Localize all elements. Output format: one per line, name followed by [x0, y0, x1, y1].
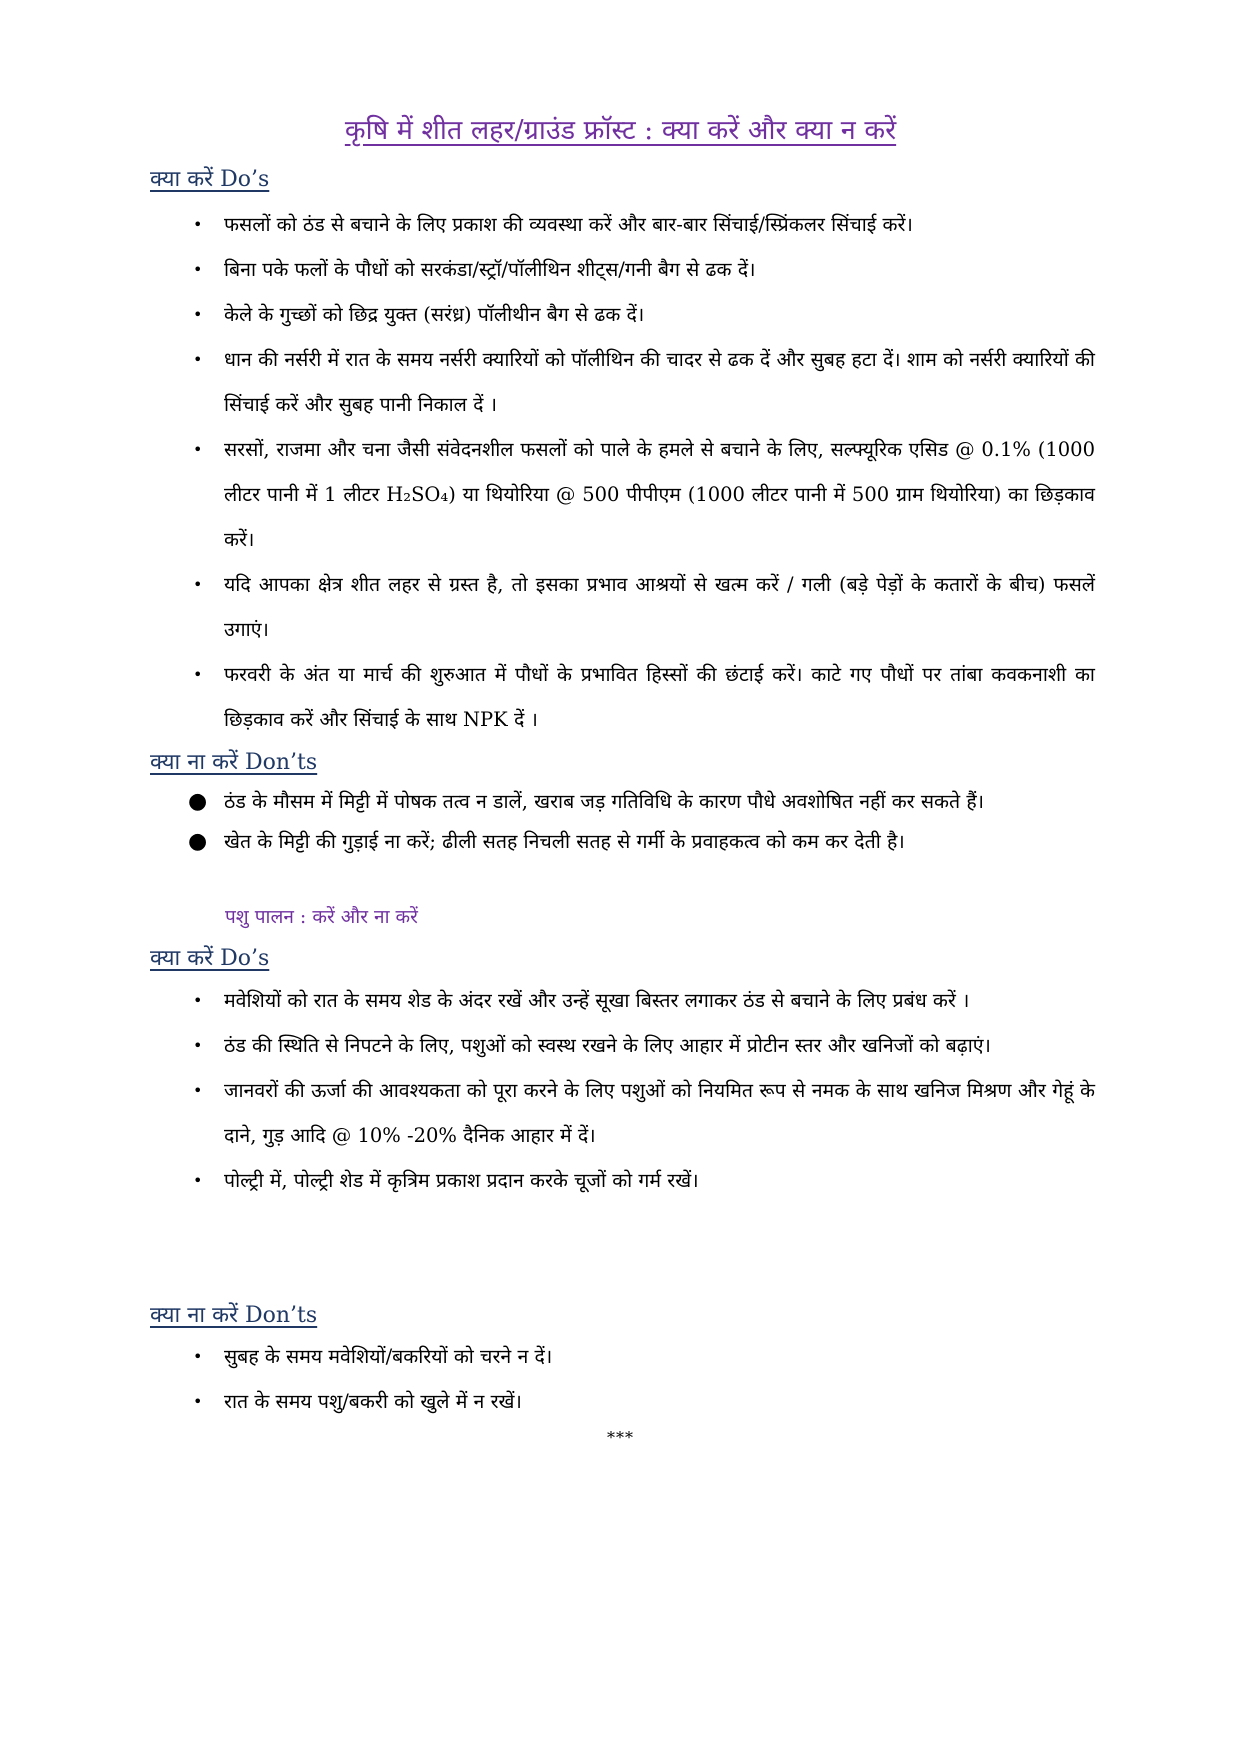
list-item: ● खेत के मिट्टी की गुड़ाई ना करें; ढीली सतह निचली सतह से गर्मी के प्रवाहकत्व को कम कर देती है। — [0, 822, 1241, 862]
list-item: • मवेशियों को रात के समय शेड के अंदर रखें और उन्हें सूखा बिस्तर लगाकर ठंड से बचाने के लिए प्रबंध करें । — [0, 978, 1241, 1023]
bullet-icon: • — [193, 260, 203, 279]
list-item: • पोल्ट्री में, पोल्ट्री शेड में कृत्रिम प्रकाश प्रदान करके चूजों को गर्म रखें। — [0, 1158, 1241, 1203]
page-title: कृषि में शीत लहर/ग्राउंड फ्रॉस्ट : क्या करें और क्या न करें — [344, 115, 897, 146]
bullet-icon: • — [193, 1081, 203, 1100]
list-item: • यदि आपका क्षेत्र शीत लहर से ग्रस्त है, तो इसका प्रभाव आश्रयों से खत्म करें / गली (बड़े पेड़ों के कतारों के बीच) फसलें उगाएं। — [0, 562, 1241, 652]
list-item: • बिना पके फलों के पौधों को सरकंडा/स्ट्रॉ/पॉलीथिन शीट्स/गनी बैग से ढक दें। — [0, 247, 1241, 292]
bullet-icon: ● — [188, 789, 208, 814]
bullet-icon: • — [193, 350, 203, 369]
list-item: • फसलों को ठंड से बचाने के लिए प्रकाश की व्यवस्था करें और बार-बार सिंचाई/स्प्रिंकलर सिंचाई करें। — [0, 202, 1241, 247]
list-item: • सरसों, राजमा और चना जैसी संवेदनशील फसलों को पाले के हमले से बचाने के लिए, सल्फ्यूरिक एसिड @ 0.1% (1000 लीटर पानी में 1 लीटर H₂SO₄) या थियोरिया @ 500 पीपीएम (1000 लीटर पानी में 500 ग्राम थियोरिया) का छिड़काव करें। — [0, 427, 1241, 562]
animal-donts-list — [0, 1334, 1241, 1424]
end-mark: *** — [607, 1428, 634, 1447]
list-item: • फरवरी के अंत या मार्च की शुरुआत में पौधों के प्रभावित हिस्सों की छंटाई करें। काटे गए पौधों पर तांबा कवकनाशी का छिड़काव करें और सिंचाई के साथ NPK दें । — [0, 652, 1241, 742]
bullet-icon: • — [193, 215, 203, 234]
animal-dos-heading: क्या करें Do’s — [150, 946, 270, 971]
list-item: • जानवरों की ऊर्जा की आवश्यकता को पूरा करने के लिए पशुओं को नियमित रूप से नमक के साथ खनिज मिश्रण और गेहूं के दाने, गुड़ आदि @ 10% -20% दैनिक आहार में दें। — [0, 1068, 1241, 1158]
animal-section-heading: पशु पालन : करें और ना करें — [225, 906, 418, 928]
agri-dos-heading: क्या करें Do’s — [150, 167, 270, 192]
bullet-icon: • — [193, 440, 203, 459]
bullet-icon: • — [193, 1347, 203, 1366]
list-item: • धान की नर्सरी में रात के समय नर्सरी क्यारियों को पॉलीथिन की चादर से ढक दें और सुबह हटा दें। शाम को नर्सरी क्यारियों की सिंचाई करें और सुबह पानी निकाल दें । — [0, 337, 1241, 427]
agri-donts-heading: क्या ना करें Don’ts — [150, 750, 318, 775]
list-item: • सुबह के समय मवेशियों/बकरियों को चरने न दें। — [0, 1334, 1241, 1379]
agri-donts-list — [0, 782, 1241, 862]
bullet-icon: • — [193, 1171, 203, 1190]
bullet-icon: • — [193, 305, 203, 324]
bullet-icon: • — [193, 1392, 203, 1411]
agri-dos-list — [0, 202, 1241, 742]
list-item: • केले के गुच्छों को छिद्र युक्त (सरंध्र) पॉलीथीन बैग से ढक दें। — [0, 292, 1241, 337]
animal-dos-list — [0, 978, 1241, 1203]
list-item: • रात के समय पशु/बकरी को खुले में न रखें। — [0, 1379, 1241, 1424]
list-item: • ठंड की स्थिति से निपटने के लिए, पशुओं को स्वस्थ रखने के लिए आहार में प्रोटीन स्तर और खनिजों को बढ़ाएं। — [0, 1023, 1241, 1068]
bullet-icon: • — [193, 665, 203, 684]
list-item: ● ठंड के मौसम में मिट्टी में पोषक तत्व न डालें, खराब जड़ गतिविधि के कारण पौधे अवशोषित नहीं कर सकते हैं। — [0, 782, 1241, 822]
bullet-icon: ● — [188, 829, 208, 854]
bullet-icon: • — [193, 575, 203, 594]
bullet-icon: • — [193, 991, 203, 1010]
animal-donts-heading: क्या ना करें Don’ts — [150, 1303, 318, 1328]
bullet-icon: • — [193, 1036, 203, 1055]
